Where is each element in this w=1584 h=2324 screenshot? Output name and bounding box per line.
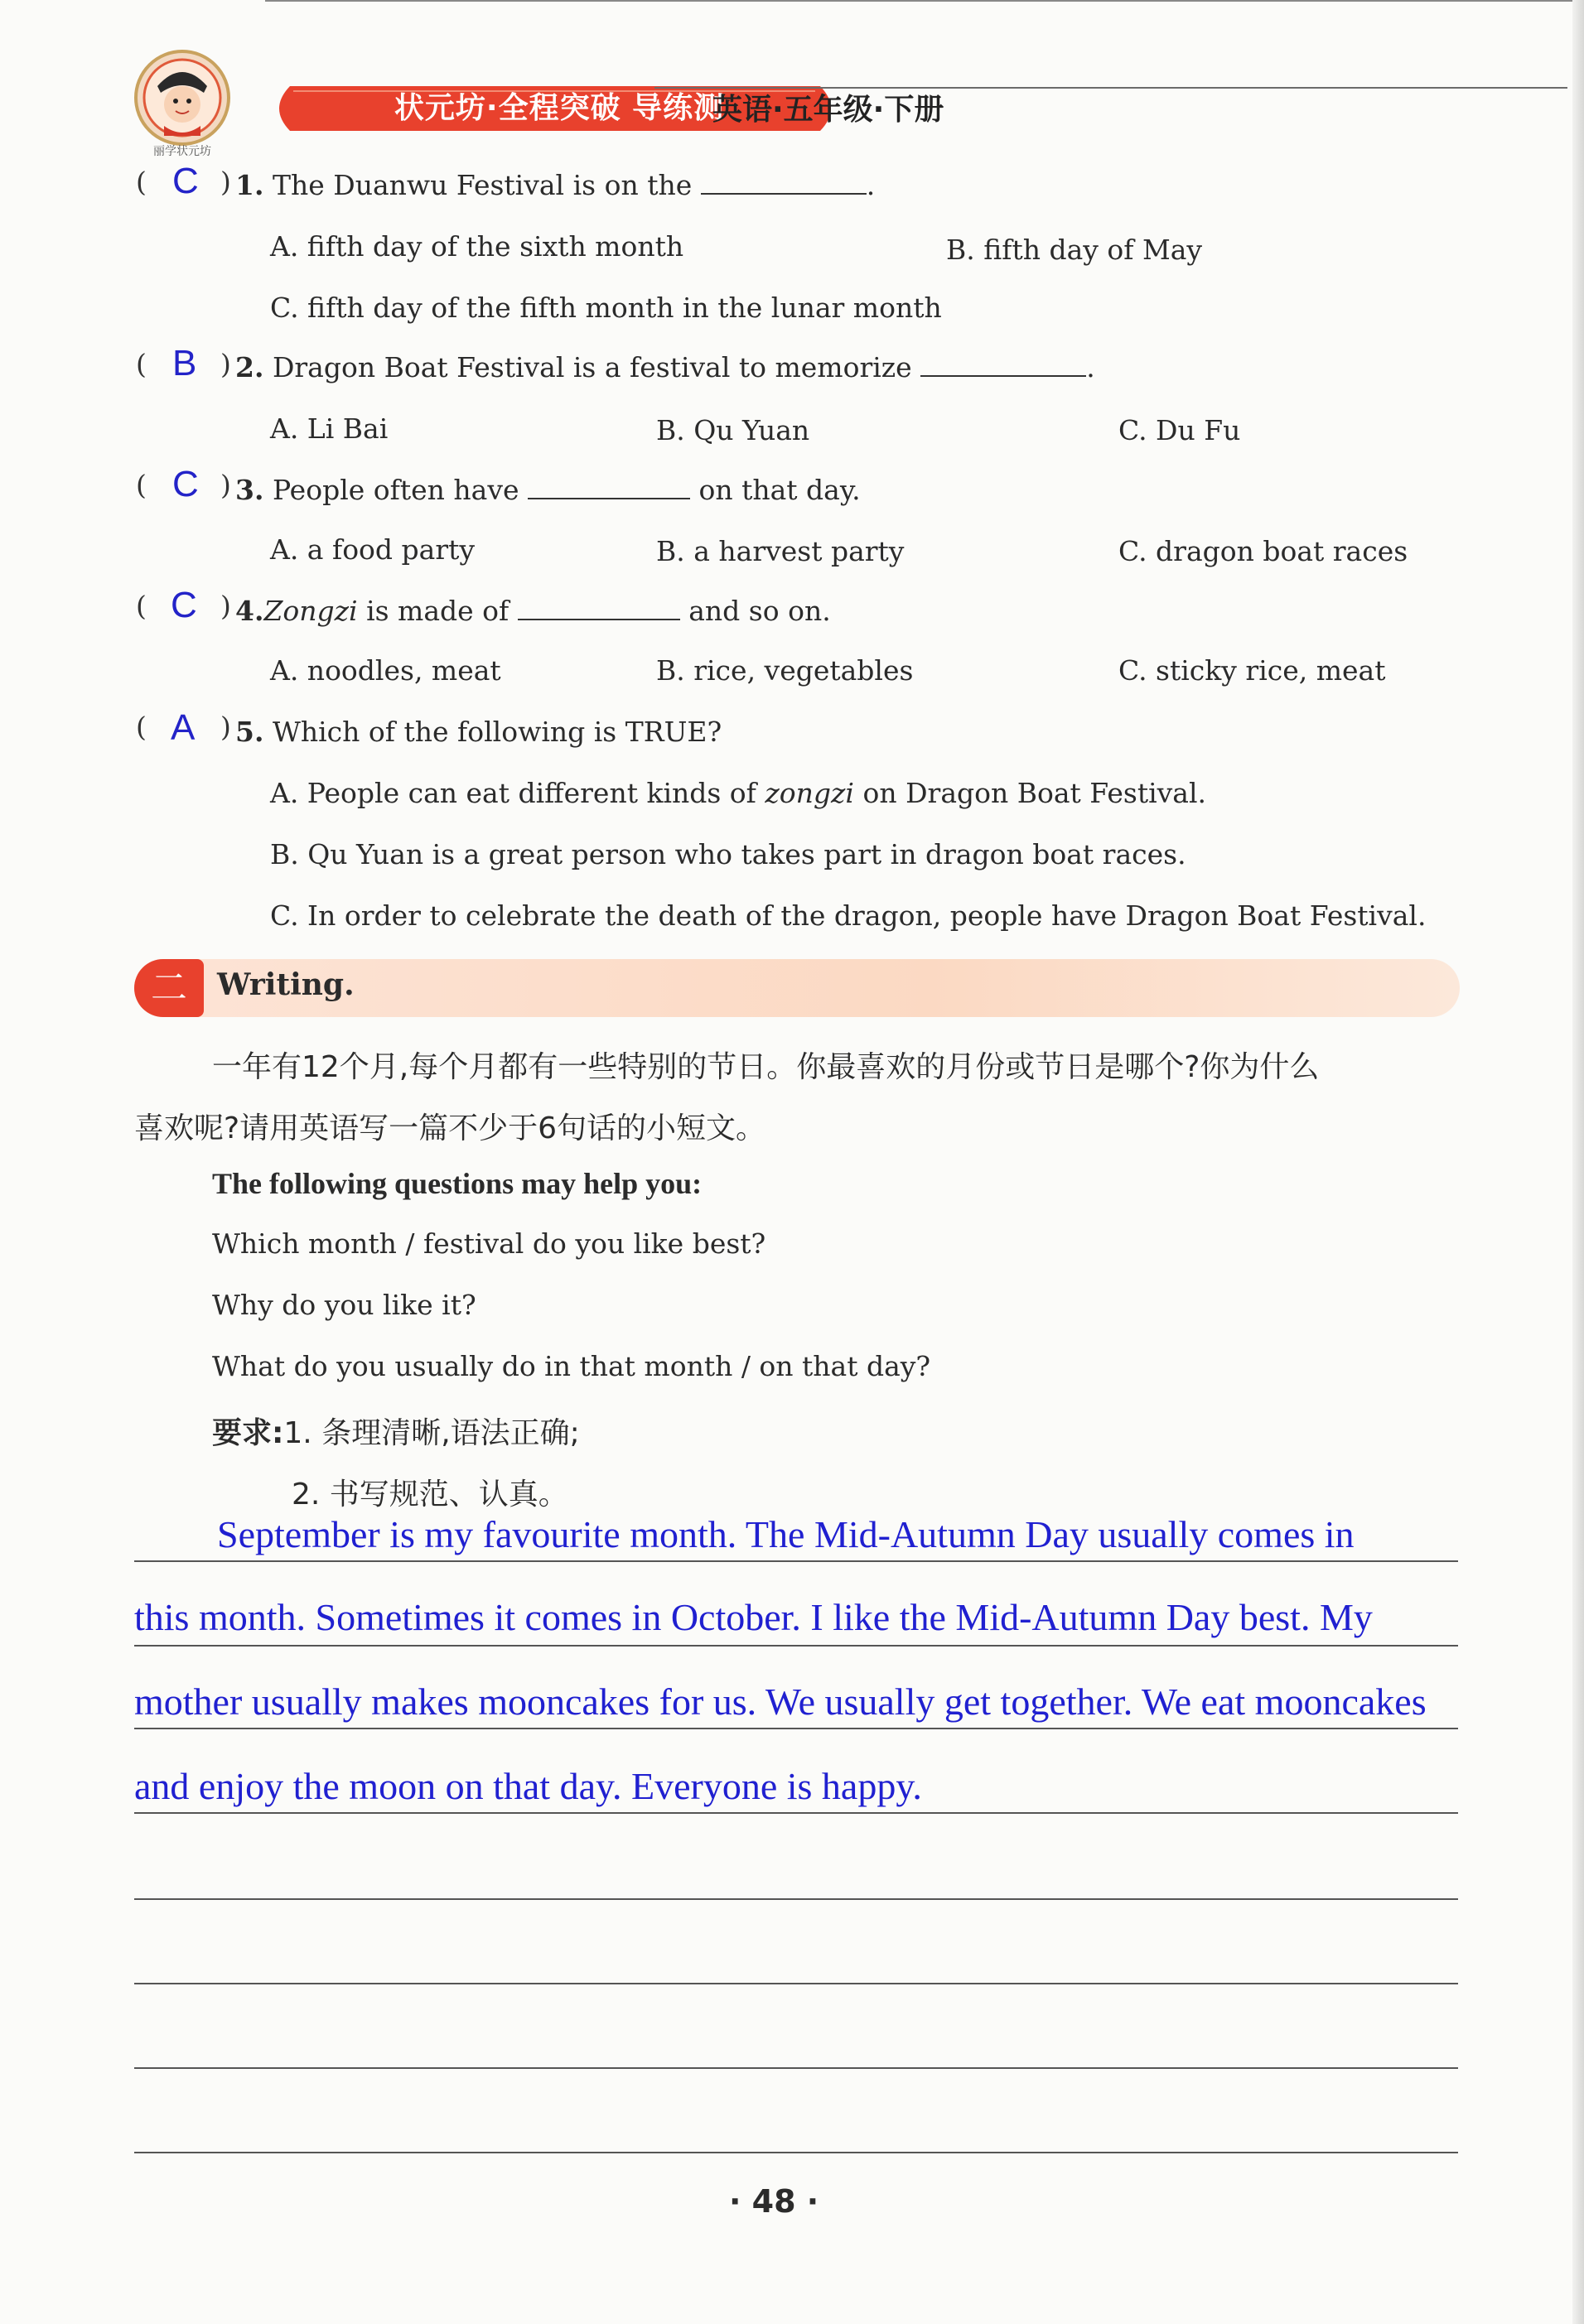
question-text-end: on that day.: [698, 474, 861, 506]
option-b: B. Qu Yuan: [656, 414, 810, 446]
question-text: Which of the following is TRUE?: [272, 716, 722, 748]
requirements-label: 要求:: [212, 1416, 284, 1450]
answer-4: C: [171, 585, 197, 625]
option-b: B. fifth day of May: [946, 234, 1203, 266]
option-a-text: A. People can eat different kinds of: [270, 777, 756, 809]
paren-open: (: [136, 711, 147, 743]
question-5-stem: [235, 716, 722, 748]
question-2-stem: [235, 351, 1095, 383]
option-a: [270, 777, 1206, 809]
answer-blank: [528, 476, 690, 499]
paren-close: ): [220, 469, 231, 501]
answer-blank: [920, 354, 1086, 377]
prompt-zh-line-2: 喜欢呢?请用英语写一篇不少于6句话的小短文。: [134, 1111, 766, 1145]
option-c: C. In order to celebrate the death of the dragon, people have Dragon Boat Festival.: [270, 899, 1427, 932]
answer-1: C: [172, 161, 199, 201]
essay-line-2: this month. Sometimes it comes in October. I like the Mid-Autumn Day best. My: [134, 1596, 1373, 1638]
answer-blank: [518, 597, 680, 620]
question-number: 3.: [235, 474, 264, 506]
option-c: C. dragon boat races: [1118, 535, 1408, 567]
page-number: · 48 ·: [729, 2183, 819, 2220]
writing-line: [134, 1728, 1458, 1729]
paren-close: ): [220, 711, 231, 743]
question-1-stem: [235, 169, 875, 201]
option-b: B. Qu Yuan is a great person who takes part in dragon boat races.: [270, 838, 1186, 870]
help-question-1: Which month / festival do you like best?: [212, 1227, 766, 1260]
answer-2: B: [172, 343, 197, 383]
question-text-end: and so on.: [688, 595, 831, 627]
question-number: 2.: [235, 351, 264, 383]
writing-line: [134, 1983, 1458, 1984]
essay-line-1: September is my favourite month. The Mid-Autumn Day usually comes in: [217, 1513, 1355, 1555]
paren-open: (: [136, 348, 147, 380]
essay-line-3: mother usually makes mooncakes for us. We usually get together. We eat mooncakes: [134, 1680, 1427, 1723]
question-text-end: .: [1086, 351, 1095, 383]
paren-close: ): [220, 166, 231, 198]
question-number: 4.: [235, 595, 264, 627]
option-a: A. a food party: [270, 533, 476, 566]
question-text-end: .: [866, 169, 876, 201]
question-text: The Duanwu Festival is on the: [272, 169, 693, 201]
paren-close: ): [220, 348, 231, 380]
help-title: The following questions may help you:: [212, 1167, 703, 1200]
question-number: 1.: [235, 169, 264, 201]
option-c: C. sticky rice, meat: [1118, 654, 1386, 687]
option-b: B. rice, vegetables: [656, 654, 914, 687]
writing-line: [134, 2152, 1458, 2153]
option-c: C. fifth day of the fifth month in the lunar month: [270, 292, 942, 324]
question-text: People often have: [272, 474, 519, 506]
question-italic-word: Zongzi: [263, 595, 358, 627]
paren-open: (: [136, 166, 147, 198]
help-question-2: Why do you like it?: [212, 1289, 476, 1321]
section-title: Writing.: [217, 967, 355, 1002]
writing-line: [134, 1898, 1458, 1900]
requirements-1: [212, 1410, 580, 1452]
logo-caption: 丽学状元坊: [153, 145, 211, 158]
question-4-stem: [235, 595, 831, 627]
requirement-text: 1. 条理清晰,语法正确;: [283, 1416, 580, 1450]
paren-open: (: [136, 590, 147, 622]
option-a: A. fifth day of the sixth month: [270, 230, 684, 263]
writing-line: [134, 1560, 1458, 1562]
question-number: 5.: [235, 716, 264, 748]
top-rule: [265, 0, 1574, 2]
option-c: C. Du Fu: [1118, 414, 1241, 446]
question-text: Dragon Boat Festival is a festival to memorize: [272, 351, 912, 383]
paren-close: ): [220, 590, 231, 622]
page-edge: [1572, 0, 1584, 2324]
paren-open: (: [136, 469, 147, 501]
option-b: B. a harvest party: [656, 535, 905, 567]
answer-5: A: [171, 707, 196, 748]
writing-line: [134, 1812, 1458, 1814]
option-a-text-end: on Dragon Boat Festival.: [862, 777, 1206, 809]
section-badge: 二: [134, 959, 204, 1017]
prompt-zh-line-1: 一年有12个月,每个月都有一些特别的节日。你最喜欢的月份或节日是哪个?你为什么: [212, 1050, 1320, 1084]
question-3-stem: [235, 474, 861, 506]
header-rule: [654, 87, 1567, 89]
banner-title: 状元坊·全程突破 导练测: [394, 91, 725, 125]
option-a: A. Li Bai: [270, 412, 389, 445]
essay-line-4: and enjoy the moon on that day. Everyone is happy.: [134, 1765, 922, 1807]
help-question-3: What do you usually do in that month / on that day?: [212, 1350, 931, 1382]
question-text: is made of: [366, 595, 509, 627]
page-header: [133, 50, 1574, 158]
option-a-italic: zongzi: [765, 777, 854, 809]
answer-blank: [701, 171, 867, 195]
answer-3: C: [172, 464, 199, 504]
writing-line: [134, 1645, 1458, 1647]
requirements-2: 2. 书写规范、认真。: [292, 1478, 568, 1512]
writing-line: [134, 2067, 1458, 2069]
option-a: A. noodles, meat: [270, 654, 501, 687]
subject-title: 英语·五年级·下册: [712, 93, 944, 127]
